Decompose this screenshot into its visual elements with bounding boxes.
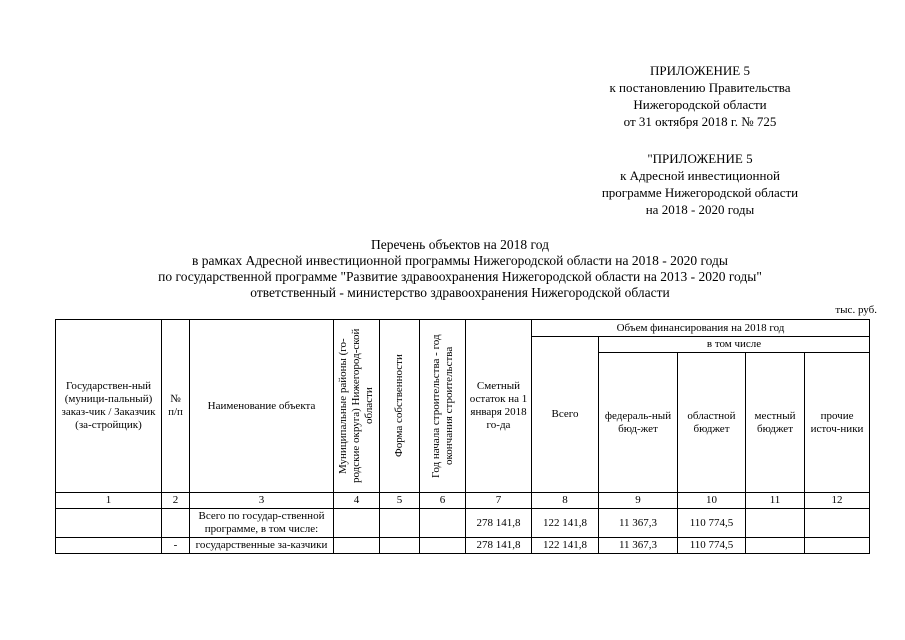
cell-num: - bbox=[162, 538, 190, 554]
cell-ownership bbox=[380, 509, 420, 538]
header-including: в том числе bbox=[599, 337, 870, 353]
appendix-line: к постановлению Правительства bbox=[609, 80, 791, 95]
header-num: № п/п bbox=[162, 320, 190, 493]
cell-object-name: Всего по государ-ственной программе, в том числе: bbox=[190, 509, 334, 538]
column-number: 11 bbox=[746, 493, 805, 509]
appendix-line: Нижегородской области bbox=[633, 97, 767, 112]
cell-regional: 110 774,5 bbox=[678, 509, 746, 538]
header-object-name: Наименование объекта bbox=[190, 320, 334, 493]
cell-federal: 11 367,3 bbox=[599, 538, 678, 554]
header-regional: областной бюджет bbox=[678, 353, 746, 493]
column-number: 2 bbox=[162, 493, 190, 509]
header-local: местный бюджет bbox=[746, 353, 805, 493]
program-appendix-line: программе Нижегородской области bbox=[601, 185, 799, 200]
column-numbers-row bbox=[56, 493, 870, 509]
cell-object-name: государственные за-казчики bbox=[190, 538, 334, 554]
column-number: 8 bbox=[532, 493, 599, 509]
list-title bbox=[60, 237, 860, 301]
column-number: 1 bbox=[56, 493, 162, 509]
header-municipal-text: Муниципальные районы (го-родские округа) Нижегород-ской области bbox=[337, 328, 375, 484]
list-title-line: по государственной программе "Развитие здравоохранения Нижегородской области на 2013 - 2020 годы" bbox=[158, 269, 762, 284]
cell-estimated: 278 141,8 bbox=[466, 509, 532, 538]
cell-federal: 11 367,3 bbox=[599, 509, 678, 538]
header-federal: федераль-ный бюд-жет bbox=[599, 353, 678, 493]
column-number: 5 bbox=[380, 493, 420, 509]
header-years-text: Год начала строительства - год окончания строительства bbox=[429, 334, 455, 478]
cell-customer bbox=[56, 538, 162, 554]
header-customer: Государствен-ный (муници-пальный) заказ-чик / Заказчик (за-стройщик) bbox=[56, 320, 162, 493]
list-title-line: Перечень объектов на 2018 год bbox=[371, 237, 549, 252]
cell-other bbox=[805, 509, 870, 538]
cell-municipal bbox=[334, 509, 380, 538]
table-row bbox=[56, 538, 870, 554]
program-appendix-header bbox=[560, 150, 840, 218]
header-years bbox=[420, 320, 466, 493]
list-title-line: ответственный - министерство здравоохранения Нижегородской области bbox=[250, 285, 670, 300]
column-number: 10 bbox=[678, 493, 746, 509]
header-ownership bbox=[380, 320, 420, 493]
list-title-line: в рамках Адресной инвестиционной программы Нижегородской области на 2018 - 2020 годы bbox=[192, 253, 728, 268]
cell-total: 122 141,8 bbox=[532, 538, 599, 554]
cell-years bbox=[420, 509, 466, 538]
appendix-line: ПРИЛОЖЕНИЕ 5 bbox=[650, 63, 750, 78]
cell-other bbox=[805, 538, 870, 554]
appendix-header bbox=[560, 62, 840, 130]
table-row bbox=[56, 509, 870, 538]
header-estimated: Сметный остаток на 1 января 2018 го-да bbox=[466, 320, 532, 493]
cell-municipal bbox=[334, 538, 380, 554]
header-total: Всего bbox=[532, 337, 599, 493]
units-label: тыс. руб. bbox=[835, 304, 877, 316]
column-number: 6 bbox=[420, 493, 466, 509]
appendix-line: от 31 октября 2018 г. № 725 bbox=[623, 114, 777, 129]
header-ownership-text: Форма собственности bbox=[393, 354, 405, 458]
header-municipal bbox=[334, 320, 380, 493]
program-appendix-line: к Адресной инвестиционной bbox=[620, 168, 780, 183]
program-appendix-line: "ПРИЛОЖЕНИЕ 5 bbox=[647, 151, 753, 166]
cell-local bbox=[746, 509, 805, 538]
column-number: 12 bbox=[805, 493, 870, 509]
program-appendix-line: на 2018 - 2020 годы bbox=[645, 202, 755, 217]
column-number: 9 bbox=[599, 493, 678, 509]
cell-regional: 110 774,5 bbox=[678, 538, 746, 554]
column-number: 3 bbox=[190, 493, 334, 509]
objects-table bbox=[55, 319, 870, 554]
column-number: 4 bbox=[334, 493, 380, 509]
cell-ownership bbox=[380, 538, 420, 554]
cell-estimated: 278 141,8 bbox=[466, 538, 532, 554]
cell-years bbox=[420, 538, 466, 554]
header-funding: Объем финансирования на 2018 год bbox=[532, 320, 870, 337]
cell-total: 122 141,8 bbox=[532, 509, 599, 538]
column-number: 7 bbox=[466, 493, 532, 509]
header-other: прочие источ-ники bbox=[805, 353, 870, 493]
cell-local bbox=[746, 538, 805, 554]
cell-customer bbox=[56, 509, 162, 538]
cell-num bbox=[162, 509, 190, 538]
